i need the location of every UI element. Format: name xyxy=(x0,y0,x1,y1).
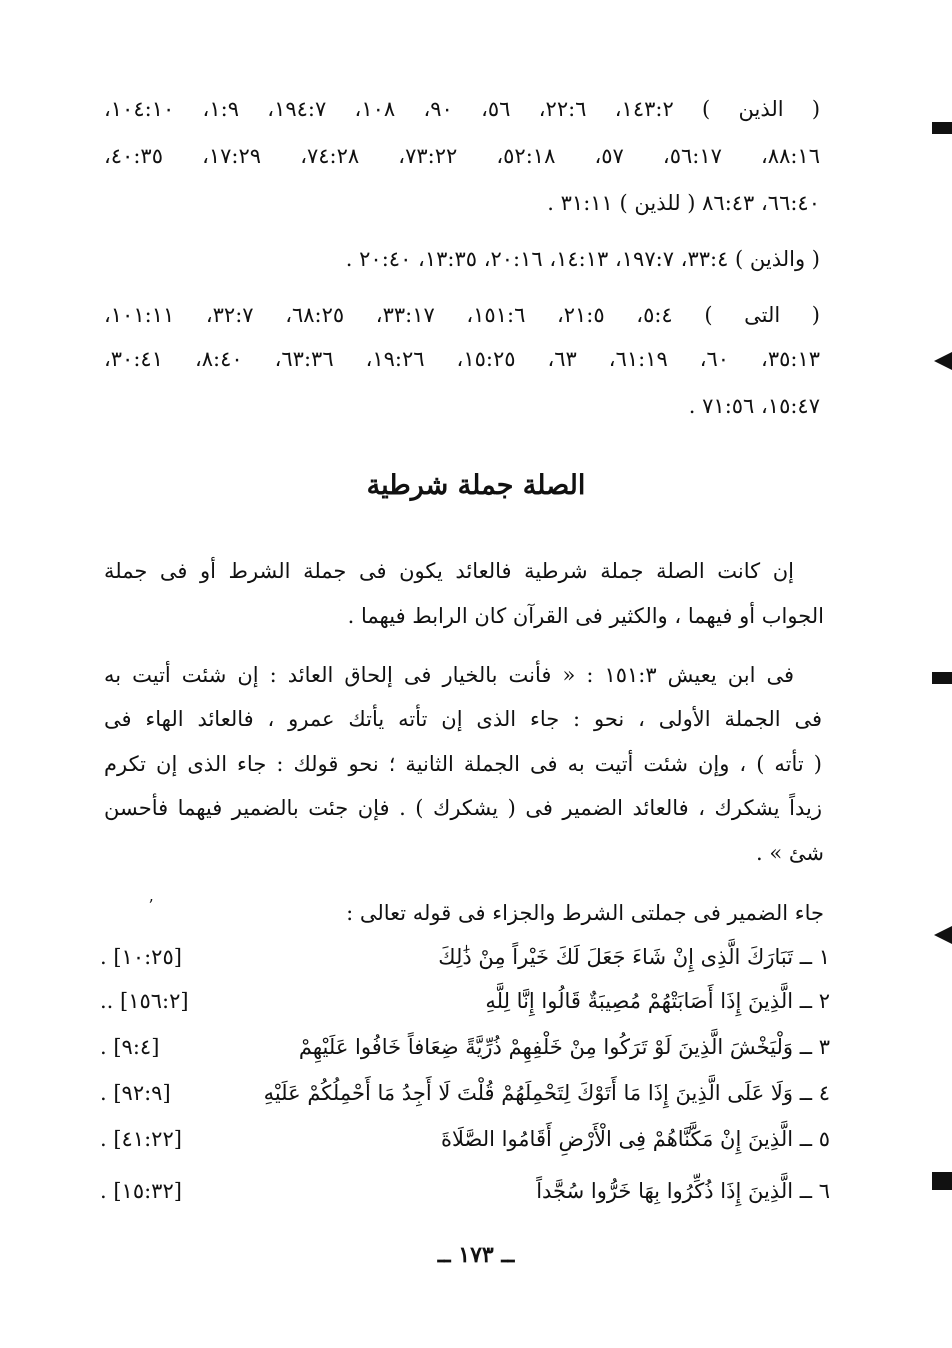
verse-reference: [٤١:٢٢] . xyxy=(100,1127,182,1151)
verse-text: ٦ ــ الَّذِينَ إِذَا ذُكِّرُوا بِهَا خَرُّوا سُجَّداً xyxy=(536,1179,830,1203)
verse-text: ٤ ــ وَلَا عَلَى الَّذِينَ إِذَا مَا أَتَوْكَ لِتَحْمِلَهُمْ قُلْتَ لَا أَجِدُ مَا أَحْمِلُكُمْ عَلَيْهِ xyxy=(263,1081,830,1105)
binding-mark xyxy=(934,926,952,944)
verse-item xyxy=(100,1032,830,1062)
verses-intro: جاء الضمير فى جملتى الشرط والجزاء فى قوله تعالى : xyxy=(346,901,824,925)
binding-mark xyxy=(932,1172,952,1190)
refs-alladhina-line-3: ٦٦:٤٠، ٨٦:٤٣ ( للذين ) ٣١:١١ . xyxy=(547,191,820,215)
binding-mark xyxy=(934,352,952,370)
binding-mark xyxy=(932,672,952,684)
verse-item xyxy=(100,942,830,972)
verse-item xyxy=(100,1078,830,1108)
refs-alladhina-line-2: ٨٨:١٦، ٥٦:١٧، ٥٧، ٥٢:١٨، ٧٣:٢٢، ٧٤:٢٨، ١٧:٢٩، ٤٠:٣٥، xyxy=(104,144,820,168)
para2-line-4: زيداً يشكرك ، فالعائد الضمير فى ( يشكرك ) . فإن جئت بالضمير فيهما فأحسن xyxy=(104,796,822,820)
verse-reference: [١٠:٢٥] . xyxy=(100,945,182,969)
refs-allati-line-1: ( التى ) ٥:٤، ٢١:٥، ١٥١:٦، ٣٣:١٧، ٦٨:٢٥، ٣٢:٧، ١٠١:١١، xyxy=(104,303,820,327)
refs-alladhina-line-1: ( الذين ) ١٤٣:٢، ٢٢:٦، ٥٦، ٩٠، ١٠٨، ١٩٤:٧، ١:٩، ١٠٤:١٠، xyxy=(104,97,821,121)
verse-item xyxy=(100,986,830,1016)
para2-line-3: ( تأته ) ، وإن شئت أتيت به فى الجملة الثانية ؛ نحو قولك : جاء الذى إن تكرم xyxy=(104,752,822,776)
para1-line-2: الجواب أو فيهما ، والكثير فى القرآن كان الرابط فيهما . xyxy=(347,604,824,628)
para1-line-1: إن كانت الصلة جملة شرطية فالعائد يكون فى جملة الشرط أو فى جملة xyxy=(104,559,794,583)
page-number: ــ ١٧٣ ــ xyxy=(437,1242,515,1268)
refs-walladhina-line: ( والذين ) ٣٣:٤، ١٩٧:٧، ١٤:١٣، ٢٠:١٦، ١٣:٣٥، ٢٠:٤٠ . xyxy=(345,247,820,271)
verse-reference: [١٥٦:٢] .. xyxy=(100,989,189,1013)
section-heading: الصلة جملة شرطية xyxy=(366,470,586,501)
refs-allati-line-3: ١٥:٤٧، ٧١:٥٦ . xyxy=(688,394,820,418)
para2-line-1: فى ابن يعيش ١٥١:٣ : « فأنت بالخيار فى إلحاق العائد : إن شئت أتيت به xyxy=(104,663,794,687)
verse-reference: [١٥:٣٢] . xyxy=(100,1179,182,1203)
stray-mark: ʼ xyxy=(148,896,154,915)
verse-item xyxy=(100,1176,830,1206)
verse-reference: [٩:٤] . xyxy=(100,1035,160,1059)
binding-mark xyxy=(932,122,952,134)
para2-line-2: فى الجملة الأولى ، نحو : جاء الذى إن تأته يأتك عمرو ، فالعائد الهاء فى xyxy=(104,707,822,731)
verse-text: ٢ ــ الَّذِينَ إِذَا أَصَابَتْهُمْ مُصِيبَةٌ قَالُوا إِنَّا لِلَّهِ xyxy=(485,989,830,1013)
verse-text: ٣ ــ وَلْيَخْشَ الَّذِينَ لَوْ تَرَكُوا مِنْ خَلْفِهِمْ ذُرِّيَّةً ضِعَافاً خَافُوا عَلَيْهِمْ xyxy=(298,1035,830,1059)
verse-text: ٥ ــ الَّذِينَ إِنْ مَكَّنَّاهُمْ فِى الْأَرْضِ أَقَامُوا الصَّلَاةَ xyxy=(440,1127,830,1151)
verse-item xyxy=(100,1124,830,1154)
verse-reference: [٩٢:٩] . xyxy=(100,1081,171,1105)
verse-text: ١ ــ تَبَارَكَ الَّذِى إِنْ شَاءَ جَعَلَ لَكَ خَيْراً مِنْ ذَٰلِكَ xyxy=(438,945,830,969)
para2-line-5: شئ » . xyxy=(756,841,824,865)
refs-allati-line-2: ٣٥:١٣، ٦٠، ٦١:١٩، ٦٣، ١٥:٢٥، ١٩:٢٦، ٦٣:٣٦، ٨:٤٠، ٣٠:٤١، xyxy=(104,347,821,371)
